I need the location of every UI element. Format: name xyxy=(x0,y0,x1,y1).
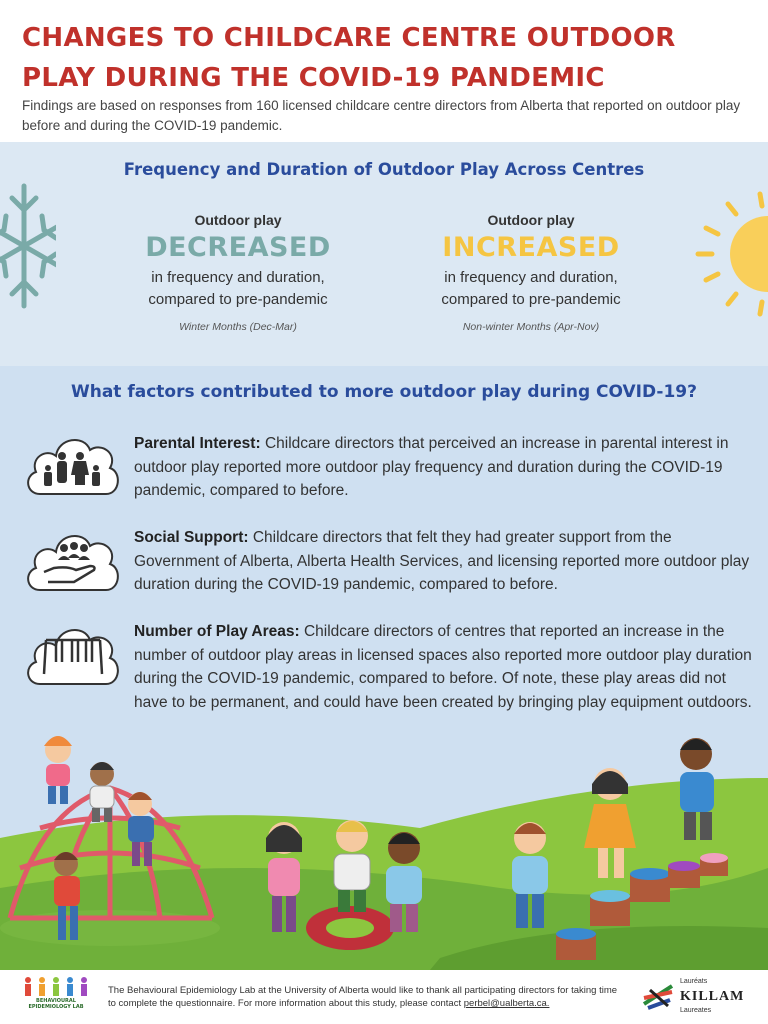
factors-heading: What factors contributed to more outdoor play during COVID-19? xyxy=(70,382,697,402)
lab-logo xyxy=(14,974,98,1020)
factor-play-areas xyxy=(134,620,754,714)
factor-text: Childcare directors that felt they had greater support from the Government of Alberta, Alberta Health Services, and licensing reported more outdoor play duration during the COVID-19 pandemic, compared to before. xyxy=(134,529,750,593)
sun-icon xyxy=(676,188,768,318)
winter-description: in frequency and duration, compared to pre-pandemic xyxy=(148,269,328,308)
frequency-section xyxy=(0,142,768,366)
family-icon xyxy=(22,428,122,502)
factor-title: Social Support: xyxy=(134,529,249,546)
nonwinter-column xyxy=(411,212,651,333)
factor-text: Childcare directors that perceived an increase in parental interest in outdoor play reported more outdoor play frequency and duration during the COVID-19 pandemic, compared to before. xyxy=(134,435,729,499)
killam-name: KILLAM xyxy=(680,989,745,1004)
killam-logo xyxy=(640,978,760,1018)
child-figure xyxy=(44,736,72,804)
winter-label: Outdoor play xyxy=(194,212,282,228)
support-hand-icon xyxy=(22,524,122,598)
nonwinter-label: Outdoor play xyxy=(487,212,575,228)
factor-title: Number of Play Areas: xyxy=(134,623,300,640)
winter-months: Winter Months (Dec-Mar) xyxy=(179,321,297,333)
nonwinter-months: Non-winter Months (Apr-Nov) xyxy=(462,321,600,333)
killam-top-text: Lauréats xyxy=(680,978,708,985)
frequency-heading: Frequency and Duration of Outdoor Play Across Centres xyxy=(123,160,645,179)
factor-parental-interest xyxy=(134,432,754,503)
killam-emblem-icon xyxy=(640,978,676,1014)
swing-set-icon xyxy=(22,618,122,692)
footer-text: The Behavioural Epidemiology Lab at the University of Alberta would like to thank all participating directors for taking time to complete the questionnaire. For more information about this study, please contact xyxy=(108,985,618,1009)
nonwinter-description: in frequency and duration, compared to pre-pandemic xyxy=(441,269,621,308)
factor-title: Parental Interest: xyxy=(134,435,261,452)
footer-acknowledgement xyxy=(108,984,618,1010)
header xyxy=(0,0,768,142)
tire-seesaw xyxy=(306,906,394,950)
killam-bottom-text: Laureates xyxy=(680,1007,712,1014)
winter-result: DECREASED xyxy=(145,232,331,263)
playground-illustration xyxy=(0,718,768,970)
factor-text: Childcare directors of centres that reported an increase in the number of outdoor play areas in licensed spaces also reported more outdoor play duration during the COVID-19 pandemic, compared to before. Of note, these play areas did not have to be permanent, and could have been created by bringing play equipment outdoors. xyxy=(134,623,752,711)
factors-section xyxy=(0,366,768,970)
snowflake-icon xyxy=(0,182,56,310)
page-title: CHANGES TO CHILDCARE CENTRE OUTDOOR PLAY DURING THE COVID-19 PANDEMIC xyxy=(22,23,676,93)
contact-email-link[interactable]: perbel@ualberta.ca. xyxy=(463,998,550,1009)
lab-logo-name: BEHAVIOURAL EPIDEMIOLOGY LAB xyxy=(28,998,84,1010)
child-figure xyxy=(90,762,114,822)
lab-logo-figures-icon xyxy=(14,974,98,998)
nonwinter-result: INCREASED xyxy=(442,232,620,263)
winter-column xyxy=(118,212,358,333)
footer xyxy=(0,970,768,1024)
factor-social-support xyxy=(134,526,754,597)
page-subtitle: Findings are based on responses from 160 licensed childcare centre directors from Alberta that reported on outdoor play before and during the COVID-19 pandemic. xyxy=(22,98,741,133)
